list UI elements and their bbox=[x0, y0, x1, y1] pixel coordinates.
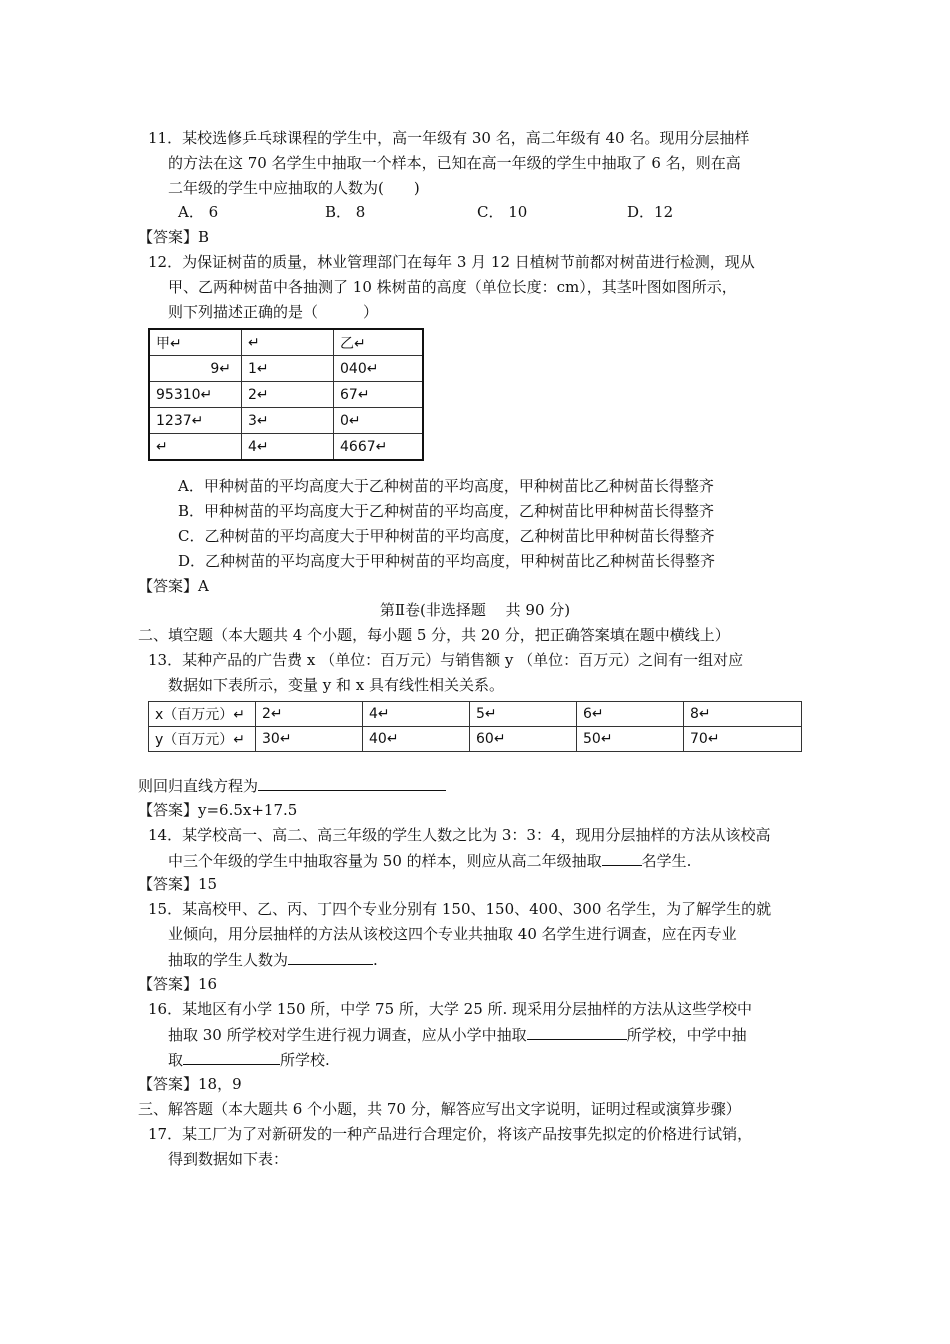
q15-line3 bbox=[168, 949, 378, 970]
q12-line3: 则下列描述正确的是（ ） bbox=[168, 303, 379, 321]
q16-line2-tail: 所学校，中学中抽 bbox=[626, 1026, 747, 1044]
header-stem: ↵ bbox=[242, 329, 334, 356]
leaf-yi: 67↵ bbox=[334, 382, 424, 408]
xy-data-table bbox=[148, 701, 802, 752]
table-row bbox=[149, 329, 423, 356]
q13-answer: 【答案】y=6.5x+17.5 bbox=[138, 801, 298, 819]
q11-line3: 二年级的学生中应抽取的人数为( ) bbox=[168, 179, 420, 197]
q14-line2 bbox=[168, 850, 691, 871]
q12-line2: 甲、乙两种树苗中各抽测了 10 株树苗的高度（单位长度：cm），其茎叶图如图所示， bbox=[168, 278, 737, 296]
stem: 4↵ bbox=[242, 434, 334, 461]
x-value: 8↵ bbox=[684, 702, 802, 727]
answer-blank bbox=[527, 1024, 627, 1040]
y-value: 30↵ bbox=[256, 727, 363, 752]
x-value: 6↵ bbox=[577, 702, 684, 727]
q12-line1: 12．为保证树苗的质量，林业管理部门在每年 3 月 12 日植树节前都对树苗进行检测，现从 bbox=[148, 253, 755, 271]
q13-line1: 13．某种产品的广告费 x （单位：百万元）与销售额 y （单位：百万元）之间有一组对应 bbox=[148, 651, 744, 669]
q12-option-b: B．甲种树苗的平均高度大于乙种树苗的平均高度，乙种树苗比甲种树苗长得整齐 bbox=[178, 502, 715, 520]
q16-line2 bbox=[168, 1024, 747, 1045]
stem: 3↵ bbox=[242, 408, 334, 434]
table-row bbox=[149, 408, 423, 434]
leaf-jia: 9↵ bbox=[149, 356, 242, 382]
x-label: x（百万元）↵ bbox=[149, 702, 256, 727]
y-label: y（百万元）↵ bbox=[149, 727, 256, 752]
q11-answer: 【答案】B bbox=[138, 228, 210, 246]
q11-option-c: C． 10 bbox=[477, 203, 528, 221]
stem: 2↵ bbox=[242, 382, 334, 408]
header-yi: 乙↵ bbox=[334, 329, 424, 356]
leaf-yi: 0↵ bbox=[334, 408, 424, 434]
q11-option-a: A． 6 bbox=[178, 203, 219, 221]
q16-line2-text: 抽取 30 所学校对学生进行视力调查，应从小学中抽取 bbox=[168, 1026, 527, 1044]
stem-leaf-table bbox=[148, 328, 424, 461]
q16-line3-text: 取 bbox=[168, 1051, 184, 1069]
table-row bbox=[149, 382, 423, 408]
q15-answer: 【答案】16 bbox=[138, 975, 218, 993]
y-value: 50↵ bbox=[577, 727, 684, 752]
q14-line2-text: 中三个年级的学生中抽取容量为 50 的样本，则应从高二年级抽取 bbox=[168, 852, 602, 870]
x-value: 4↵ bbox=[363, 702, 470, 727]
q11-line1: 11．某校选修乒乓球课程的学生中，高一年级有 30 名，高二年级有 40 名。现用分层抽样 bbox=[148, 129, 750, 147]
answer-blank bbox=[183, 1049, 280, 1065]
table-row bbox=[149, 434, 423, 461]
q16-answer: 【答案】18，9 bbox=[138, 1075, 242, 1093]
q15-line1: 15．某高校甲、乙、丙、丁四个专业分别有 150、150、400、300 名学生，为了解学生的就 bbox=[148, 900, 772, 918]
leaf-jia: 1237↵ bbox=[149, 408, 242, 434]
x-value: 5↵ bbox=[470, 702, 577, 727]
q13-line2: 数据如下表所示，变量 y 和 x 具有线性相关关系。 bbox=[168, 676, 505, 694]
leaf-jia: 95310↵ bbox=[149, 382, 242, 408]
q11-option-d: D．12 bbox=[627, 203, 674, 221]
leaf-yi: 040↵ bbox=[334, 356, 424, 382]
q12-option-d: D．乙种树苗的平均高度大于甲种树苗的平均高度，甲种树苗比乙种树苗长得整齐 bbox=[178, 552, 716, 570]
q13-line3 bbox=[138, 775, 446, 796]
y-value: 40↵ bbox=[363, 727, 470, 752]
q15-line3-tail: . bbox=[373, 951, 378, 969]
q12-option-a: A．甲种树苗的平均高度大于乙种树苗的平均高度，甲种树苗比乙种树苗长得整齐 bbox=[178, 477, 714, 495]
q16-line3 bbox=[168, 1049, 330, 1070]
answer-blank bbox=[258, 775, 446, 791]
q12-answer: 【答案】A bbox=[138, 577, 209, 595]
q17-line2: 得到数据如下表： bbox=[168, 1150, 289, 1168]
part2-title: 第Ⅱ卷(非选择题 共 90 分) bbox=[379, 601, 571, 619]
solution-section-heading: 三、解答题（本大题共 6 个小题，共 70 分，解答应写出文字说明，证明过程或演算步骤） bbox=[138, 1100, 741, 1118]
leaf-yi: 4667↵ bbox=[334, 434, 424, 461]
table-row bbox=[149, 727, 802, 752]
fill-in-section-heading: 二、填空题（本大题共 4 个小题，每小题 5 分，共 20 分，把正确答案填在题中横线上） bbox=[138, 626, 730, 644]
q16-line1: 16．某地区有小学 150 所，中学 75 所，大学 25 所. 现采用分层抽样的方法从这些学校中 bbox=[148, 1000, 753, 1018]
x-value: 2↵ bbox=[256, 702, 363, 727]
q15-line3-text: 抽取的学生人数为 bbox=[168, 951, 289, 969]
q12-option-c: C．乙种树苗的平均高度大于甲种树苗的平均高度，乙种树苗比甲种树苗长得整齐 bbox=[178, 527, 715, 545]
q14-answer: 【答案】15 bbox=[138, 875, 218, 893]
leaf-jia: ↵ bbox=[149, 434, 242, 461]
q16-line3-tail: 所学校. bbox=[280, 1051, 330, 1069]
y-value: 60↵ bbox=[470, 727, 577, 752]
stem: 1↵ bbox=[242, 356, 334, 382]
q11-option-b: B． 8 bbox=[325, 203, 366, 221]
q15-line2: 业倾向，用分层抽样的方法从该校这四个专业共抽取 40 名学生进行调查，应在丙专业 bbox=[168, 925, 737, 943]
header-jia: 甲↵ bbox=[149, 329, 242, 356]
table-row bbox=[149, 356, 423, 382]
q14-line1: 14．某学校高一、高二、高三年级的学生人数之比为 3：3：4，现用分层抽样的方法从该校高 bbox=[148, 826, 771, 844]
q17-line1: 17．某工厂为了对新研发的一种产品进行合理定价，将该产品按事先拟定的价格进行试销， bbox=[148, 1125, 753, 1143]
y-value: 70↵ bbox=[684, 727, 802, 752]
q11-line2: 的方法在这 70 名学生中抽取一个样本，已知在高一年级的学生中抽取了 6 名，则在高 bbox=[168, 154, 741, 172]
q14-line2-tail: 名学生. bbox=[641, 852, 692, 870]
q13-prompt: 则回归直线方程为 bbox=[138, 777, 259, 795]
answer-blank bbox=[288, 949, 373, 965]
answer-blank bbox=[602, 850, 642, 866]
table-row bbox=[149, 702, 802, 727]
